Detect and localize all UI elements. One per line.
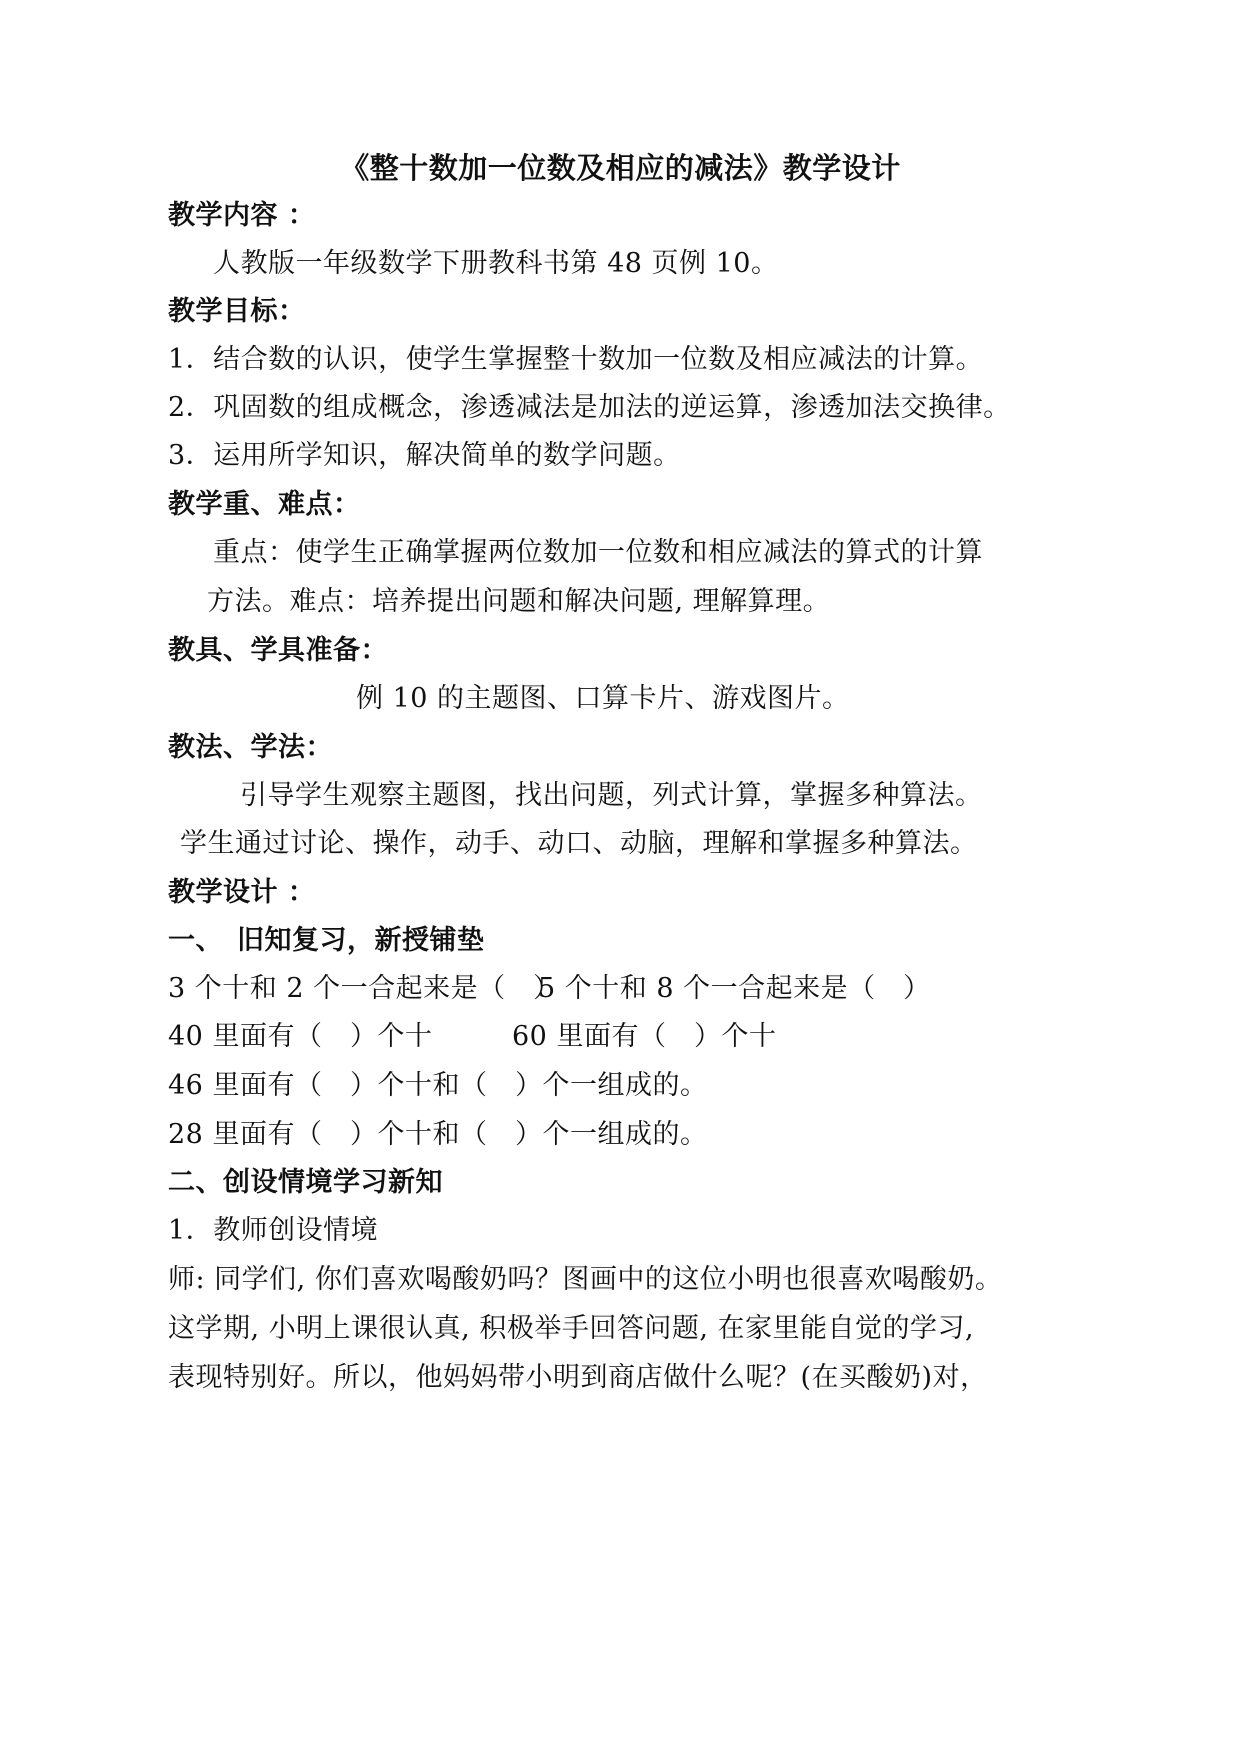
- key-points-line-1: 重点：使学生正确掌握两位数加一位数和相应减法的算式的计算: [213, 537, 983, 568]
- key-points-heading: 教学重、难点：: [168, 489, 361, 520]
- paragraph-line-1: 师: 同学们, 你们喜欢喝酸奶吗？图画中的这位小明也很喜欢喝酸奶。: [168, 1264, 1003, 1295]
- step-1-text: 1．教师创设情境: [168, 1215, 379, 1246]
- section-2-heading: 二、创设情境学习新知: [168, 1167, 443, 1198]
- methods-line-1: 引导学生观察主题图，找出问题，列式计算，掌握多种算法。: [240, 780, 983, 811]
- content-heading: 教学内容 ：: [168, 200, 316, 231]
- section-1-heading: 一、 旧知复习，新授铺垫: [168, 925, 485, 956]
- goal-item-2: 2．巩固数的组成概念，渗透减法是加法的逆运算，渗透加法交换律。: [168, 392, 1011, 423]
- review-question-1a: 3 个十和 2 个一合起来是（ ）: [168, 973, 561, 1004]
- goal-item-1: 1．结合数的认识，使学生掌握整十数加一位数及相应减法的计算。: [168, 344, 984, 375]
- review-question-1b: 5 个十和 8 个一合起来是（ ）: [538, 973, 931, 1004]
- review-question-2b: 60 里面有（ ）个十: [512, 1021, 777, 1052]
- tools-heading: 教具、学具准备：: [168, 635, 388, 666]
- methods-line-2: 学生通过讨论、操作，动手、动口、动脑，理解和掌握多种算法。: [180, 828, 978, 859]
- methods-heading: 教法、学法：: [168, 732, 333, 763]
- tools-text: 例 10 的主题图、口算卡片、游戏图片。: [356, 683, 850, 714]
- design-heading: 教学设计 ：: [168, 877, 316, 908]
- goals-heading: 教学目标：: [168, 296, 306, 327]
- paragraph-line-2: 这学期, 小明上课很认真, 积极举手回答问题, 在家里能自觉的学习,: [168, 1313, 975, 1344]
- document-title: 《整十数加一位数及相应的减法》教学设计: [340, 151, 901, 185]
- content-text: 人教版一年级数学下册教科书第 48 页例 10。: [213, 248, 779, 279]
- goal-item-3: 3．运用所学知识，解决简单的数学问题。: [168, 440, 681, 471]
- paragraph-line-3: 表现特别好。所以，他妈妈带小明到商店做什么呢？(在买酸奶)对，: [168, 1362, 988, 1393]
- review-question-2a: 40 里面有（ ）个十: [168, 1021, 433, 1052]
- review-question-3: 46 里面有（ ）个十和（ ）个一组成的。: [168, 1070, 708, 1101]
- key-points-line-2: 方法。难点：培养提出问题和解决问题, 理解算理。: [207, 586, 831, 617]
- review-question-4: 28 里面有（ ）个十和（ ）个一组成的。: [168, 1119, 708, 1150]
